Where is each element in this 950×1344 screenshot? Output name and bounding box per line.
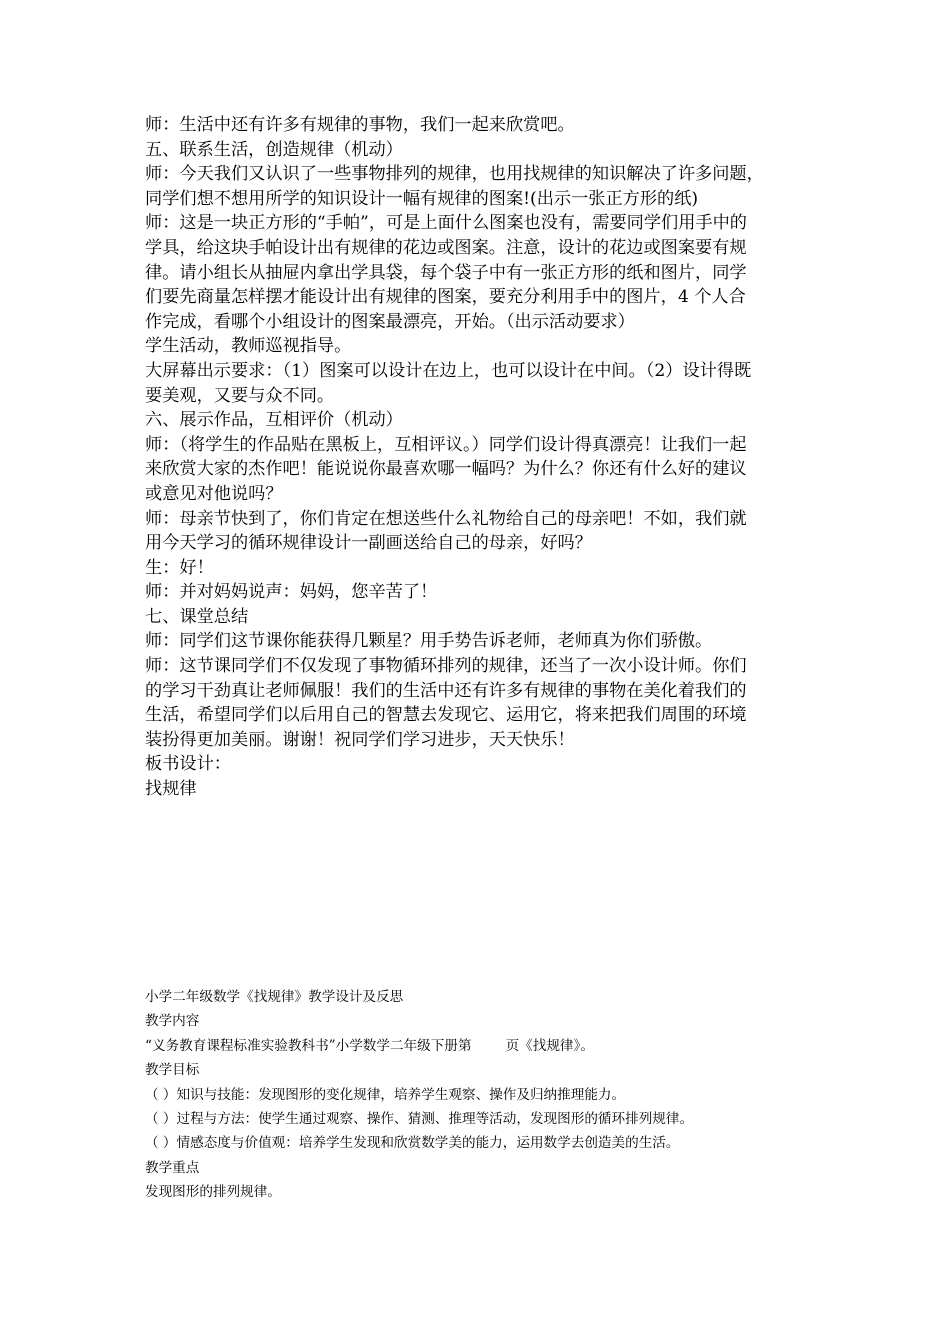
text-line: 的学习干劲真让老师佩服！我们的生活中还有许多有规律的事物在美化着我们的	[145, 680, 747, 701]
text-line: 律。请小组长从抽屉内拿出学具袋，每个袋子中有一张正方形的纸和图片，同学	[145, 262, 747, 283]
text-line: 们要先商量怎样摆才能设计出有规律的图案，要充分利用手中的图片，4 个人合	[145, 287, 746, 308]
content-line-part2: 页《找规律》。	[505, 1037, 594, 1054]
text-line: 要美观，又要与众不同。	[145, 385, 335, 406]
content-line-part1: “义务教育课程标准实验教科书”小学数学二年级下册第	[145, 1037, 472, 1054]
text-line: 师：同学们这节课你能获得几颗星？用手势告诉老师，老师真为你们骄傲。	[145, 631, 713, 652]
text-line: 师：今天我们又认识了一些事物排列的规律，也用找规律的知识解决了许多问题，	[145, 164, 764, 185]
text-line: 同学们想不想用所学的知识设计一幅有规律的图案!(出示一张正方形的纸)	[145, 188, 699, 209]
content-line	[145, 1034, 825, 1058]
section-heading: 五、联系生活，创造规律（机动）	[145, 139, 403, 160]
text-line: 来欣赏大家的杰作吧！能说说你最喜欢哪一幅吗？为什么？你还有什么好的建议	[145, 459, 747, 480]
text-line: 生：好！	[145, 557, 214, 578]
text-line: 学生活动，教师巡视指导。	[145, 336, 352, 357]
section-heading: 六、展示作品，互相评价（机动）	[145, 410, 403, 431]
text-line: 生活，希望同学们以后用自己的智慧去发现它、运用它，将来把我们周围的环境	[145, 705, 747, 726]
board-design-title: 找规律	[145, 779, 197, 800]
text-line: 或意见对他说吗？	[145, 483, 283, 504]
section-heading: 七、课堂总结	[145, 606, 249, 627]
key-point-heading: 教学重点	[145, 1159, 200, 1176]
goal-item: （ ）过程与方法：使学生通过观察、操作、猜测、推理等活动，发现图形的循环排列规律。	[145, 1111, 694, 1128]
document-title: 小学二年级数学《找规律》教学设计及反思	[145, 989, 404, 1005]
key-point-text: 发现图形的排列规律。	[145, 1184, 281, 1201]
text-line: 学具，给这块手帕设计出有规律的花边或图案。注意，设计的花边或图案要有规	[145, 237, 747, 258]
text-line: 大屏幕出示要求：（1）图案可以设计在边上，也可以设计在中间。（2）设计得既	[145, 360, 752, 381]
text-line: 师：生活中还有许多有规律的事物，我们一起来欣赏吧。	[145, 115, 575, 135]
text-line: 师：这是一块正方形的“手帕”，可是上面什么图案也没有，需要同学们用手中的	[145, 213, 747, 234]
text-line: 师：并对妈妈说声：妈妈，您辛苦了！	[145, 582, 438, 603]
goal-item: （ ）知识与技能：发现图形的变化规律，培养学生观察、操作及归纳推理能力。	[145, 1086, 626, 1103]
goal-item: （ ）情感态度与价值观：培养学生发现和欣赏数学美的能力，运用数学去创造美的生活。	[145, 1135, 680, 1152]
lesson-plan-section	[145, 985, 825, 1205]
lesson-continuation	[145, 113, 815, 802]
text-line: 装扮得更加美丽。谢谢！祝同学们学习进步，天天快乐！	[145, 729, 575, 750]
content-heading: 教学内容	[145, 1013, 200, 1030]
text-line: 师：（将学生的作品贴在黑板上，互相评议。）同学们设计得真漂亮！让我们一起	[145, 434, 747, 455]
text-line: 作完成，看哪个小组设计的图案最漂亮，开始。（出示活动要求）	[145, 311, 635, 332]
goals-heading: 教学目标	[145, 1062, 200, 1079]
board-design-label: 板书设计：	[145, 754, 231, 775]
text-line: 师：母亲节快到了，你们肯定在想送些什么礼物给自己的母亲吧！不如，我们就	[145, 508, 747, 529]
text-line: 用今天学习的循环规律设计一副画送给自己的母亲，好吗？	[145, 533, 592, 554]
text-line: 师：这节课同学们不仅发现了事物循环排列的规律，还当了一次小设计师。你们	[145, 656, 747, 677]
